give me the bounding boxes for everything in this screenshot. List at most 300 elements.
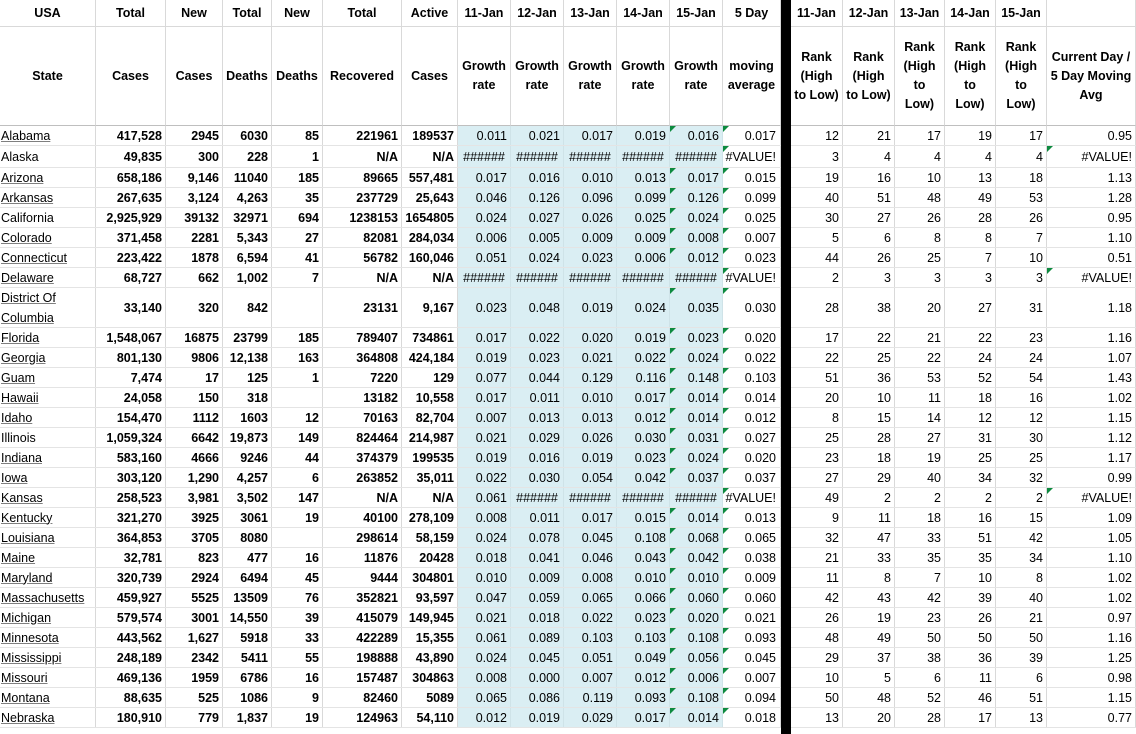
- cell-rank-11jan[interactable]: 17: [791, 328, 843, 347]
- cell-rank-12jan[interactable]: 8: [843, 568, 895, 587]
- cell-state[interactable]: Guam: [0, 368, 96, 387]
- cell-growth-13jan[interactable]: 0.065: [564, 588, 617, 607]
- cell-rank-12jan[interactable]: 51: [843, 188, 895, 207]
- cell-recovered[interactable]: 221961: [323, 126, 402, 145]
- cell-growth-14jan[interactable]: 0.093: [617, 688, 670, 707]
- cell-growth-11jan[interactable]: 0.024: [458, 528, 511, 547]
- cell-growth-15jan[interactable]: 0.126: [670, 188, 723, 207]
- cell-rank-12jan[interactable]: 4: [843, 146, 895, 167]
- cell-growth-11jan[interactable]: 0.077: [458, 368, 511, 387]
- cell-current-vs-moving-avg[interactable]: 1.28: [1047, 188, 1136, 207]
- cell-rank-12jan[interactable]: 11: [843, 508, 895, 527]
- cell-growth-13jan[interactable]: 0.029: [564, 708, 617, 727]
- cell-total-deaths[interactable]: 6786: [223, 668, 272, 687]
- cell-growth-14jan[interactable]: 0.012: [617, 408, 670, 427]
- cell-rank-11jan[interactable]: 22: [791, 348, 843, 367]
- cell-new-cases[interactable]: 1112: [166, 408, 223, 427]
- cell-total-deaths[interactable]: 12,138: [223, 348, 272, 367]
- cell-active-cases[interactable]: N/A: [402, 488, 458, 507]
- cell-rank-15jan[interactable]: 6: [996, 668, 1047, 687]
- cell-growth-14jan[interactable]: ######: [617, 488, 670, 507]
- cell-total-cases[interactable]: 443,562: [96, 628, 166, 647]
- cell-growth-11jan[interactable]: 0.024: [458, 648, 511, 667]
- cell-recovered[interactable]: 13182: [323, 388, 402, 407]
- cell-rank-15jan[interactable]: 32: [996, 468, 1047, 487]
- cell-rank-13jan[interactable]: 2: [895, 488, 945, 507]
- cell-growth-15jan[interactable]: ######: [670, 488, 723, 507]
- cell-new-cases[interactable]: 525: [166, 688, 223, 707]
- header2-current-vs-moving-avg[interactable]: Current Day / 5 Day Moving Avg: [1047, 27, 1136, 126]
- cell-rank-15jan[interactable]: 50: [996, 628, 1047, 647]
- cell-rank-14jan[interactable]: 25: [945, 448, 996, 467]
- cell-total-deaths[interactable]: 228: [223, 146, 272, 167]
- cell-current-vs-moving-avg[interactable]: 0.99: [1047, 468, 1136, 487]
- cell-total-cases[interactable]: 469,136: [96, 668, 166, 687]
- cell-rank-12jan[interactable]: 22: [843, 328, 895, 347]
- cell-growth-11jan[interactable]: 0.065: [458, 688, 511, 707]
- cell-new-cases[interactable]: 3,124: [166, 188, 223, 207]
- cell-growth-12jan[interactable]: ######: [511, 268, 564, 287]
- cell-current-vs-moving-avg[interactable]: 1.05: [1047, 528, 1136, 547]
- cell-growth-15jan[interactable]: 0.014: [670, 508, 723, 527]
- cell-growth-13jan[interactable]: 0.019: [564, 288, 617, 327]
- cell-growth-15jan[interactable]: 0.108: [670, 688, 723, 707]
- cell-growth-15jan[interactable]: 0.023: [670, 328, 723, 347]
- cell-growth-12jan[interactable]: 0.000: [511, 668, 564, 687]
- cell-state[interactable]: Alabama: [0, 126, 96, 145]
- cell-growth-11jan[interactable]: 0.019: [458, 448, 511, 467]
- cell-rank-11jan[interactable]: 8: [791, 408, 843, 427]
- cell-growth-12jan[interactable]: 0.030: [511, 468, 564, 487]
- cell-new-deaths[interactable]: 7: [272, 268, 323, 287]
- cell-rank-12jan[interactable]: 26: [843, 248, 895, 267]
- header2-growth-15jan[interactable]: Growth rate: [670, 27, 723, 126]
- cell-active-cases[interactable]: 10,558: [402, 388, 458, 407]
- cell-growth-15jan[interactable]: 0.024: [670, 348, 723, 367]
- cell-growth-13jan[interactable]: 0.021: [564, 348, 617, 367]
- cell-growth-13jan[interactable]: 0.007: [564, 668, 617, 687]
- cell-rank-15jan[interactable]: 21: [996, 608, 1047, 627]
- cell-moving-average[interactable]: 0.007: [723, 668, 781, 687]
- cell-moving-average[interactable]: 0.013: [723, 508, 781, 527]
- cell-growth-12jan[interactable]: 0.044: [511, 368, 564, 387]
- cell-active-cases[interactable]: 5089: [402, 688, 458, 707]
- cell-rank-11jan[interactable]: 5: [791, 228, 843, 247]
- cell-total-cases[interactable]: 180,910: [96, 708, 166, 727]
- cell-growth-13jan[interactable]: 0.009: [564, 228, 617, 247]
- cell-total-cases[interactable]: 32,781: [96, 548, 166, 567]
- header2-rank-11jan[interactable]: Rank (High to Low): [791, 27, 843, 126]
- cell-growth-12jan[interactable]: 0.016: [511, 168, 564, 187]
- cell-active-cases[interactable]: 304801: [402, 568, 458, 587]
- cell-growth-15jan[interactable]: 0.017: [670, 168, 723, 187]
- cell-rank-14jan[interactable]: 7: [945, 248, 996, 267]
- cell-growth-12jan[interactable]: 0.013: [511, 408, 564, 427]
- cell-new-cases[interactable]: 3,981: [166, 488, 223, 507]
- cell-growth-14jan[interactable]: 0.012: [617, 668, 670, 687]
- cell-total-cases[interactable]: 24,058: [96, 388, 166, 407]
- header1-rank-11jan[interactable]: 11-Jan: [791, 0, 843, 27]
- header1-rank-12jan[interactable]: 12-Jan: [843, 0, 895, 27]
- header1-rank-15jan[interactable]: 15-Jan: [996, 0, 1047, 27]
- cell-active-cases[interactable]: 199535: [402, 448, 458, 467]
- cell-growth-11jan[interactable]: 0.017: [458, 328, 511, 347]
- cell-total-deaths[interactable]: 1086: [223, 688, 272, 707]
- header1-growth-15jan[interactable]: 15-Jan: [670, 0, 723, 27]
- cell-new-cases[interactable]: 9806: [166, 348, 223, 367]
- cell-growth-13jan[interactable]: 0.010: [564, 168, 617, 187]
- cell-growth-14jan[interactable]: 0.023: [617, 608, 670, 627]
- cell-current-vs-moving-avg[interactable]: 0.51: [1047, 248, 1136, 267]
- cell-growth-12jan[interactable]: 0.027: [511, 208, 564, 227]
- cell-current-vs-moving-avg[interactable]: 1.10: [1047, 228, 1136, 247]
- cell-recovered[interactable]: 824464: [323, 428, 402, 447]
- cell-growth-15jan[interactable]: 0.068: [670, 528, 723, 547]
- cell-growth-11jan[interactable]: 0.017: [458, 388, 511, 407]
- cell-recovered[interactable]: 124963: [323, 708, 402, 727]
- cell-rank-12jan[interactable]: 5: [843, 668, 895, 687]
- cell-moving-average[interactable]: #VALUE!: [723, 488, 781, 507]
- cell-recovered[interactable]: 198888: [323, 648, 402, 667]
- cell-new-cases[interactable]: 662: [166, 268, 223, 287]
- cell-growth-15jan[interactable]: 0.024: [670, 208, 723, 227]
- cell-state[interactable]: Arkansas: [0, 188, 96, 207]
- cell-state[interactable]: Kentucky: [0, 508, 96, 527]
- cell-growth-14jan[interactable]: 0.015: [617, 508, 670, 527]
- cell-growth-14jan[interactable]: 0.009: [617, 228, 670, 247]
- cell-growth-12jan[interactable]: ######: [511, 146, 564, 167]
- cell-rank-11jan[interactable]: 42: [791, 588, 843, 607]
- cell-current-vs-moving-avg[interactable]: 0.95: [1047, 126, 1136, 145]
- cell-growth-14jan[interactable]: 0.023: [617, 448, 670, 467]
- cell-total-deaths[interactable]: 842: [223, 288, 272, 327]
- cell-recovered[interactable]: 7220: [323, 368, 402, 387]
- cell-growth-14jan[interactable]: 0.024: [617, 288, 670, 327]
- cell-active-cases[interactable]: 160,046: [402, 248, 458, 267]
- cell-total-cases[interactable]: 88,635: [96, 688, 166, 707]
- cell-current-vs-moving-avg[interactable]: 1.25: [1047, 648, 1136, 667]
- cell-rank-13jan[interactable]: 14: [895, 408, 945, 427]
- cell-rank-11jan[interactable]: 3: [791, 146, 843, 167]
- cell-rank-14jan[interactable]: 46: [945, 688, 996, 707]
- cell-total-deaths[interactable]: 125: [223, 368, 272, 387]
- cell-total-cases[interactable]: 7,474: [96, 368, 166, 387]
- cell-rank-12jan[interactable]: 25: [843, 348, 895, 367]
- cell-active-cases[interactable]: 54,110: [402, 708, 458, 727]
- cell-current-vs-moving-avg[interactable]: #VALUE!: [1047, 268, 1136, 287]
- cell-recovered[interactable]: 237729: [323, 188, 402, 207]
- cell-rank-12jan[interactable]: 37: [843, 648, 895, 667]
- cell-rank-13jan[interactable]: 42: [895, 588, 945, 607]
- cell-rank-15jan[interactable]: 2: [996, 488, 1047, 507]
- cell-growth-12jan[interactable]: 0.018: [511, 608, 564, 627]
- cell-growth-13jan[interactable]: 0.020: [564, 328, 617, 347]
- cell-growth-12jan[interactable]: 0.005: [511, 228, 564, 247]
- cell-rank-11jan[interactable]: 30: [791, 208, 843, 227]
- cell-state[interactable]: Florida: [0, 328, 96, 347]
- cell-rank-14jan[interactable]: 2: [945, 488, 996, 507]
- cell-rank-12jan[interactable]: 16: [843, 168, 895, 187]
- cell-growth-12jan[interactable]: 0.089: [511, 628, 564, 647]
- cell-new-cases[interactable]: 1,627: [166, 628, 223, 647]
- cell-moving-average[interactable]: 0.060: [723, 588, 781, 607]
- cell-rank-12jan[interactable]: 10: [843, 388, 895, 407]
- cell-growth-15jan[interactable]: 0.108: [670, 628, 723, 647]
- cell-new-cases[interactable]: 150: [166, 388, 223, 407]
- cell-moving-average[interactable]: 0.014: [723, 388, 781, 407]
- cell-moving-average[interactable]: #VALUE!: [723, 268, 781, 287]
- cell-state[interactable]: Colorado: [0, 228, 96, 247]
- cell-growth-15jan[interactable]: ######: [670, 146, 723, 167]
- cell-new-deaths[interactable]: 147: [272, 488, 323, 507]
- cell-growth-11jan[interactable]: 0.047: [458, 588, 511, 607]
- cell-recovered[interactable]: 40100: [323, 508, 402, 527]
- header2-new-cases[interactable]: Cases: [166, 27, 223, 126]
- cell-new-deaths[interactable]: 185: [272, 168, 323, 187]
- cell-current-vs-moving-avg[interactable]: 1.02: [1047, 568, 1136, 587]
- cell-rank-14jan[interactable]: 22: [945, 328, 996, 347]
- cell-total-cases[interactable]: 267,635: [96, 188, 166, 207]
- cell-growth-12jan[interactable]: 0.078: [511, 528, 564, 547]
- cell-active-cases[interactable]: 15,355: [402, 628, 458, 647]
- header1-total-cases[interactable]: Total: [96, 0, 166, 27]
- cell-total-deaths[interactable]: 3,502: [223, 488, 272, 507]
- cell-active-cases[interactable]: 35,011: [402, 468, 458, 487]
- cell-rank-15jan[interactable]: 7: [996, 228, 1047, 247]
- cell-current-vs-moving-avg[interactable]: 1.09: [1047, 508, 1136, 527]
- cell-new-deaths[interactable]: 76: [272, 588, 323, 607]
- header2-growth-13jan[interactable]: Growth rate: [564, 27, 617, 126]
- cell-total-deaths[interactable]: 23799: [223, 328, 272, 347]
- cell-growth-11jan[interactable]: 0.012: [458, 708, 511, 727]
- cell-rank-11jan[interactable]: 49: [791, 488, 843, 507]
- cell-growth-12jan[interactable]: ######: [511, 488, 564, 507]
- cell-total-deaths[interactable]: 1,002: [223, 268, 272, 287]
- cell-rank-13jan[interactable]: 6: [895, 668, 945, 687]
- cell-active-cases[interactable]: 9,167: [402, 288, 458, 327]
- cell-rank-14jan[interactable]: 27: [945, 288, 996, 327]
- cell-total-cases[interactable]: 801,130: [96, 348, 166, 367]
- cell-growth-13jan[interactable]: 0.129: [564, 368, 617, 387]
- cell-recovered[interactable]: 298614: [323, 528, 402, 547]
- cell-total-cases[interactable]: 417,528: [96, 126, 166, 145]
- cell-growth-12jan[interactable]: 0.011: [511, 388, 564, 407]
- cell-rank-12jan[interactable]: 49: [843, 628, 895, 647]
- cell-growth-15jan[interactable]: 0.008: [670, 228, 723, 247]
- cell-new-deaths[interactable]: 6: [272, 468, 323, 487]
- cell-rank-12jan[interactable]: 15: [843, 408, 895, 427]
- cell-new-cases[interactable]: 6642: [166, 428, 223, 447]
- cell-moving-average[interactable]: 0.025: [723, 208, 781, 227]
- cell-rank-14jan[interactable]: 4: [945, 146, 996, 167]
- cell-state[interactable]: Alaska: [0, 146, 96, 167]
- cell-recovered[interactable]: 82081: [323, 228, 402, 247]
- cell-growth-11jan[interactable]: 0.011: [458, 126, 511, 145]
- header1-growth-12jan[interactable]: 12-Jan: [511, 0, 564, 27]
- cell-new-deaths[interactable]: 27: [272, 228, 323, 247]
- cell-current-vs-moving-avg[interactable]: 1.13: [1047, 168, 1136, 187]
- cell-growth-14jan[interactable]: 0.022: [617, 348, 670, 367]
- cell-active-cases[interactable]: 129: [402, 368, 458, 387]
- cell-new-deaths[interactable]: 16: [272, 548, 323, 567]
- cell-state[interactable]: Connecticut: [0, 248, 96, 267]
- cell-growth-14jan[interactable]: 0.116: [617, 368, 670, 387]
- cell-state[interactable]: Maryland: [0, 568, 96, 587]
- cell-moving-average[interactable]: 0.020: [723, 328, 781, 347]
- cell-growth-13jan[interactable]: 0.026: [564, 208, 617, 227]
- cell-total-cases[interactable]: 258,523: [96, 488, 166, 507]
- cell-total-cases[interactable]: 459,927: [96, 588, 166, 607]
- cell-total-cases[interactable]: 320,739: [96, 568, 166, 587]
- cell-total-cases[interactable]: 303,120: [96, 468, 166, 487]
- cell-moving-average[interactable]: 0.009: [723, 568, 781, 587]
- cell-rank-15jan[interactable]: 4: [996, 146, 1047, 167]
- header2-total-deaths[interactable]: Deaths: [223, 27, 272, 126]
- cell-growth-12jan[interactable]: 0.059: [511, 588, 564, 607]
- cell-growth-14jan[interactable]: ######: [617, 146, 670, 167]
- cell-rank-12jan[interactable]: 2: [843, 488, 895, 507]
- cell-total-deaths[interactable]: 9246: [223, 448, 272, 467]
- cell-rank-13jan[interactable]: 35: [895, 548, 945, 567]
- cell-growth-12jan[interactable]: 0.011: [511, 508, 564, 527]
- cell-rank-14jan[interactable]: 17: [945, 708, 996, 727]
- cell-new-cases[interactable]: 17: [166, 368, 223, 387]
- cell-growth-13jan[interactable]: ######: [564, 146, 617, 167]
- cell-rank-11jan[interactable]: 40: [791, 188, 843, 207]
- cell-rank-15jan[interactable]: 53: [996, 188, 1047, 207]
- cell-total-cases[interactable]: 583,160: [96, 448, 166, 467]
- cell-total-deaths[interactable]: 6,594: [223, 248, 272, 267]
- cell-growth-12jan[interactable]: 0.048: [511, 288, 564, 327]
- cell-rank-15jan[interactable]: 25: [996, 448, 1047, 467]
- cell-current-vs-moving-avg[interactable]: 1.43: [1047, 368, 1136, 387]
- cell-state[interactable]: Maine: [0, 548, 96, 567]
- cell-new-deaths[interactable]: 19: [272, 508, 323, 527]
- cell-growth-11jan[interactable]: 0.019: [458, 348, 511, 367]
- header2-recovered[interactable]: Recovered: [323, 27, 402, 126]
- cell-growth-12jan[interactable]: 0.024: [511, 248, 564, 267]
- cell-growth-15jan[interactable]: 0.031: [670, 428, 723, 447]
- cell-total-deaths[interactable]: 5411: [223, 648, 272, 667]
- cell-total-deaths[interactable]: 6494: [223, 568, 272, 587]
- cell-growth-12jan[interactable]: 0.016: [511, 448, 564, 467]
- cell-growth-11jan[interactable]: 0.022: [458, 468, 511, 487]
- cell-active-cases[interactable]: 424,184: [402, 348, 458, 367]
- cell-growth-13jan[interactable]: 0.045: [564, 528, 617, 547]
- cell-rank-12jan[interactable]: 28: [843, 428, 895, 447]
- cell-new-deaths[interactable]: [272, 288, 323, 327]
- cell-growth-11jan[interactable]: 0.061: [458, 488, 511, 507]
- cell-moving-average[interactable]: 0.023: [723, 248, 781, 267]
- cell-rank-13jan[interactable]: 26: [895, 208, 945, 227]
- cell-rank-13jan[interactable]: 18: [895, 508, 945, 527]
- cell-growth-14jan[interactable]: ######: [617, 268, 670, 287]
- cell-state[interactable]: Michigan: [0, 608, 96, 627]
- cell-new-deaths[interactable]: 9: [272, 688, 323, 707]
- cell-state[interactable]: Missouri: [0, 668, 96, 687]
- cell-recovered[interactable]: 11876: [323, 548, 402, 567]
- cell-growth-15jan[interactable]: 0.060: [670, 588, 723, 607]
- cell-state[interactable]: Arizona: [0, 168, 96, 187]
- cell-growth-13jan[interactable]: 0.051: [564, 648, 617, 667]
- cell-moving-average[interactable]: 0.022: [723, 348, 781, 367]
- cell-rank-13jan[interactable]: 3: [895, 268, 945, 287]
- cell-new-deaths[interactable]: 12: [272, 408, 323, 427]
- cell-rank-11jan[interactable]: 32: [791, 528, 843, 547]
- cell-growth-13jan[interactable]: 0.119: [564, 688, 617, 707]
- cell-current-vs-moving-avg[interactable]: 0.98: [1047, 668, 1136, 687]
- header2-growth-12jan[interactable]: Growth rate: [511, 27, 564, 126]
- cell-rank-12jan[interactable]: 38: [843, 288, 895, 327]
- cell-new-deaths[interactable]: 44: [272, 448, 323, 467]
- cell-rank-14jan[interactable]: 31: [945, 428, 996, 447]
- cell-growth-12jan[interactable]: 0.086: [511, 688, 564, 707]
- cell-state[interactable]: Mississippi: [0, 648, 96, 667]
- cell-growth-12jan[interactable]: 0.023: [511, 348, 564, 367]
- cell-active-cases[interactable]: N/A: [402, 146, 458, 167]
- cell-active-cases[interactable]: N/A: [402, 268, 458, 287]
- cell-growth-11jan[interactable]: 0.017: [458, 168, 511, 187]
- header2-total-cases[interactable]: Cases: [96, 27, 166, 126]
- cell-moving-average[interactable]: #VALUE!: [723, 146, 781, 167]
- cell-rank-12jan[interactable]: 27: [843, 208, 895, 227]
- cell-rank-15jan[interactable]: 24: [996, 348, 1047, 367]
- cell-recovered[interactable]: 415079: [323, 608, 402, 627]
- cell-growth-15jan[interactable]: 0.035: [670, 288, 723, 327]
- cell-growth-12jan[interactable]: 0.041: [511, 548, 564, 567]
- cell-growth-14jan[interactable]: 0.010: [617, 568, 670, 587]
- cell-new-deaths[interactable]: 694: [272, 208, 323, 227]
- cell-growth-14jan[interactable]: 0.013: [617, 168, 670, 187]
- cell-total-cases[interactable]: 1,059,324: [96, 428, 166, 447]
- cell-rank-13jan[interactable]: 52: [895, 688, 945, 707]
- cell-rank-14jan[interactable]: 26: [945, 608, 996, 627]
- cell-growth-15jan[interactable]: 0.014: [670, 388, 723, 407]
- cell-rank-14jan[interactable]: 18: [945, 388, 996, 407]
- header1-new-deaths[interactable]: New: [272, 0, 323, 27]
- cell-recovered[interactable]: 9444: [323, 568, 402, 587]
- cell-rank-12jan[interactable]: 47: [843, 528, 895, 547]
- cell-rank-15jan[interactable]: 16: [996, 388, 1047, 407]
- cell-rank-14jan[interactable]: 49: [945, 188, 996, 207]
- cell-total-cases[interactable]: 364,853: [96, 528, 166, 547]
- cell-rank-14jan[interactable]: 35: [945, 548, 996, 567]
- cell-rank-11jan[interactable]: 11: [791, 568, 843, 587]
- cell-rank-12jan[interactable]: 6: [843, 228, 895, 247]
- cell-new-cases[interactable]: 2281: [166, 228, 223, 247]
- cell-rank-11jan[interactable]: 25: [791, 428, 843, 447]
- cell-moving-average[interactable]: 0.021: [723, 608, 781, 627]
- cell-rank-12jan[interactable]: 20: [843, 708, 895, 727]
- cell-recovered[interactable]: 89665: [323, 168, 402, 187]
- cell-new-cases[interactable]: 4666: [166, 448, 223, 467]
- cell-rank-13jan[interactable]: 23: [895, 608, 945, 627]
- cell-new-deaths[interactable]: 1: [272, 368, 323, 387]
- cell-total-cases[interactable]: 579,574: [96, 608, 166, 627]
- cell-total-deaths[interactable]: 8080: [223, 528, 272, 547]
- cell-rank-13jan[interactable]: 10: [895, 168, 945, 187]
- cell-rank-13jan[interactable]: 50: [895, 628, 945, 647]
- cell-rank-11jan[interactable]: 10: [791, 668, 843, 687]
- cell-rank-15jan[interactable]: 10: [996, 248, 1047, 267]
- cell-rank-13jan[interactable]: 48: [895, 188, 945, 207]
- header1-growth-13jan[interactable]: 13-Jan: [564, 0, 617, 27]
- cell-recovered[interactable]: N/A: [323, 268, 402, 287]
- cell-rank-11jan[interactable]: 28: [791, 288, 843, 327]
- header1-new-cases[interactable]: New: [166, 0, 223, 27]
- cell-growth-12jan[interactable]: 0.126: [511, 188, 564, 207]
- cell-new-cases[interactable]: 9,146: [166, 168, 223, 187]
